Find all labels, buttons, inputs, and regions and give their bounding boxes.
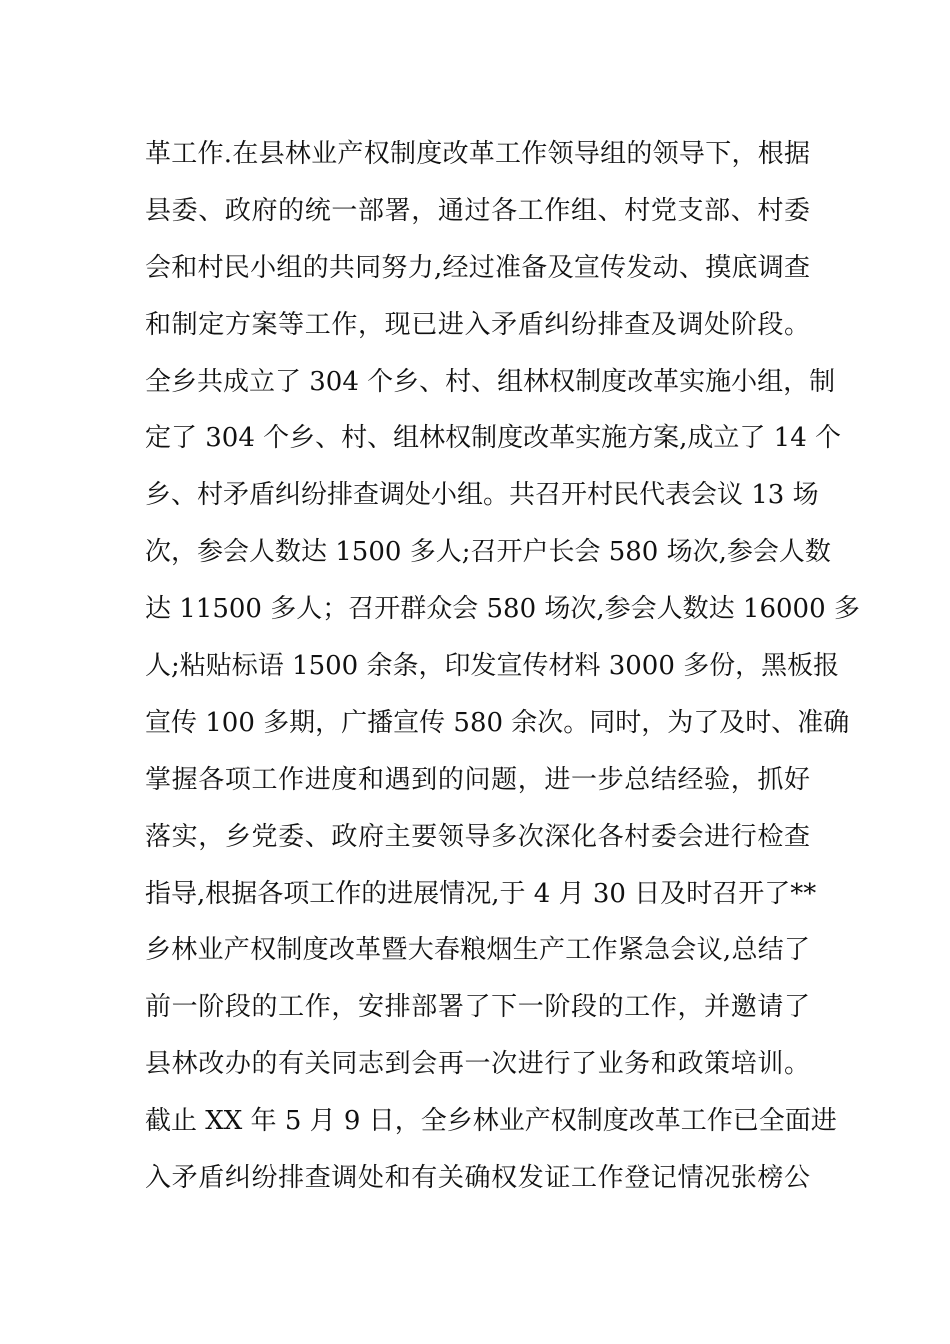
text-line: 指导,根据各项工作的进展情况,于 4 月 30 日及时召开了** (145, 878, 817, 909)
text-line: 县委、政府的统一部署，通过各工作组、村党支部、村委 (145, 195, 810, 226)
text-line: 截止 XX 年 5 月 9 日，全乡林业产权制度改革工作已全面进 (145, 1106, 837, 1137)
text-line: 和制定方案等工作，现已进入矛盾纠纷排查及调处阶段。 (145, 309, 810, 340)
text-line: 定了 304 个乡、村、组林权制度改革实施方案,成立了 14 个 (145, 423, 842, 454)
text-line: 全乡共成立了 304 个乡、村、组林权制度改革实施小组，制 (145, 366, 836, 397)
text-line: 掌握各项工作进度和遇到的问题，进一步总结经验，抓好 (145, 764, 810, 795)
text-line: 会和村民小组的共同努力,经过准备及宣传发动、摸底调查 (145, 252, 810, 283)
text-line: 宣传 100 多期，广播宣传 580 余次。同时，为了及时、准确 (145, 707, 850, 738)
text-line: 乡、村矛盾纠纷排查调处小组。共召开村民代表会议 13 场 (145, 480, 819, 511)
text-line: 乡林业产权制度改革暨大春粮烟生产工作紧急会议,总结了 (145, 935, 810, 966)
text-line: 革工作.在县林业产权制度改革工作领导组的领导下，根据 (145, 139, 810, 169)
text-line: 人;粘贴标语 1500 余条，印发宣传材料 3000 多份，黑板报 (145, 651, 840, 682)
text-line: 达 11500 多人；召开群众会 580 场次,参会人数达 16000 多 (145, 594, 860, 625)
text-line: 次，参会人数达 1500 多人;召开户长会 580 场次,参会人数 (145, 537, 831, 568)
text-line: 落实，乡党委、政府主要领导多次深化各村委会进行检查 (145, 821, 810, 852)
text-line: 县林改办的有关同志到会再一次进行了业务和政策培训。 (145, 1049, 810, 1080)
text-line: 前一阶段的工作，安排部署了下一阶段的工作，并邀请了 (145, 992, 810, 1023)
body-paragraph (145, 126, 860, 1207)
text-line: 入矛盾纠纷排查调处和有关确权发证工作登记情况张榜公 (145, 1163, 810, 1194)
